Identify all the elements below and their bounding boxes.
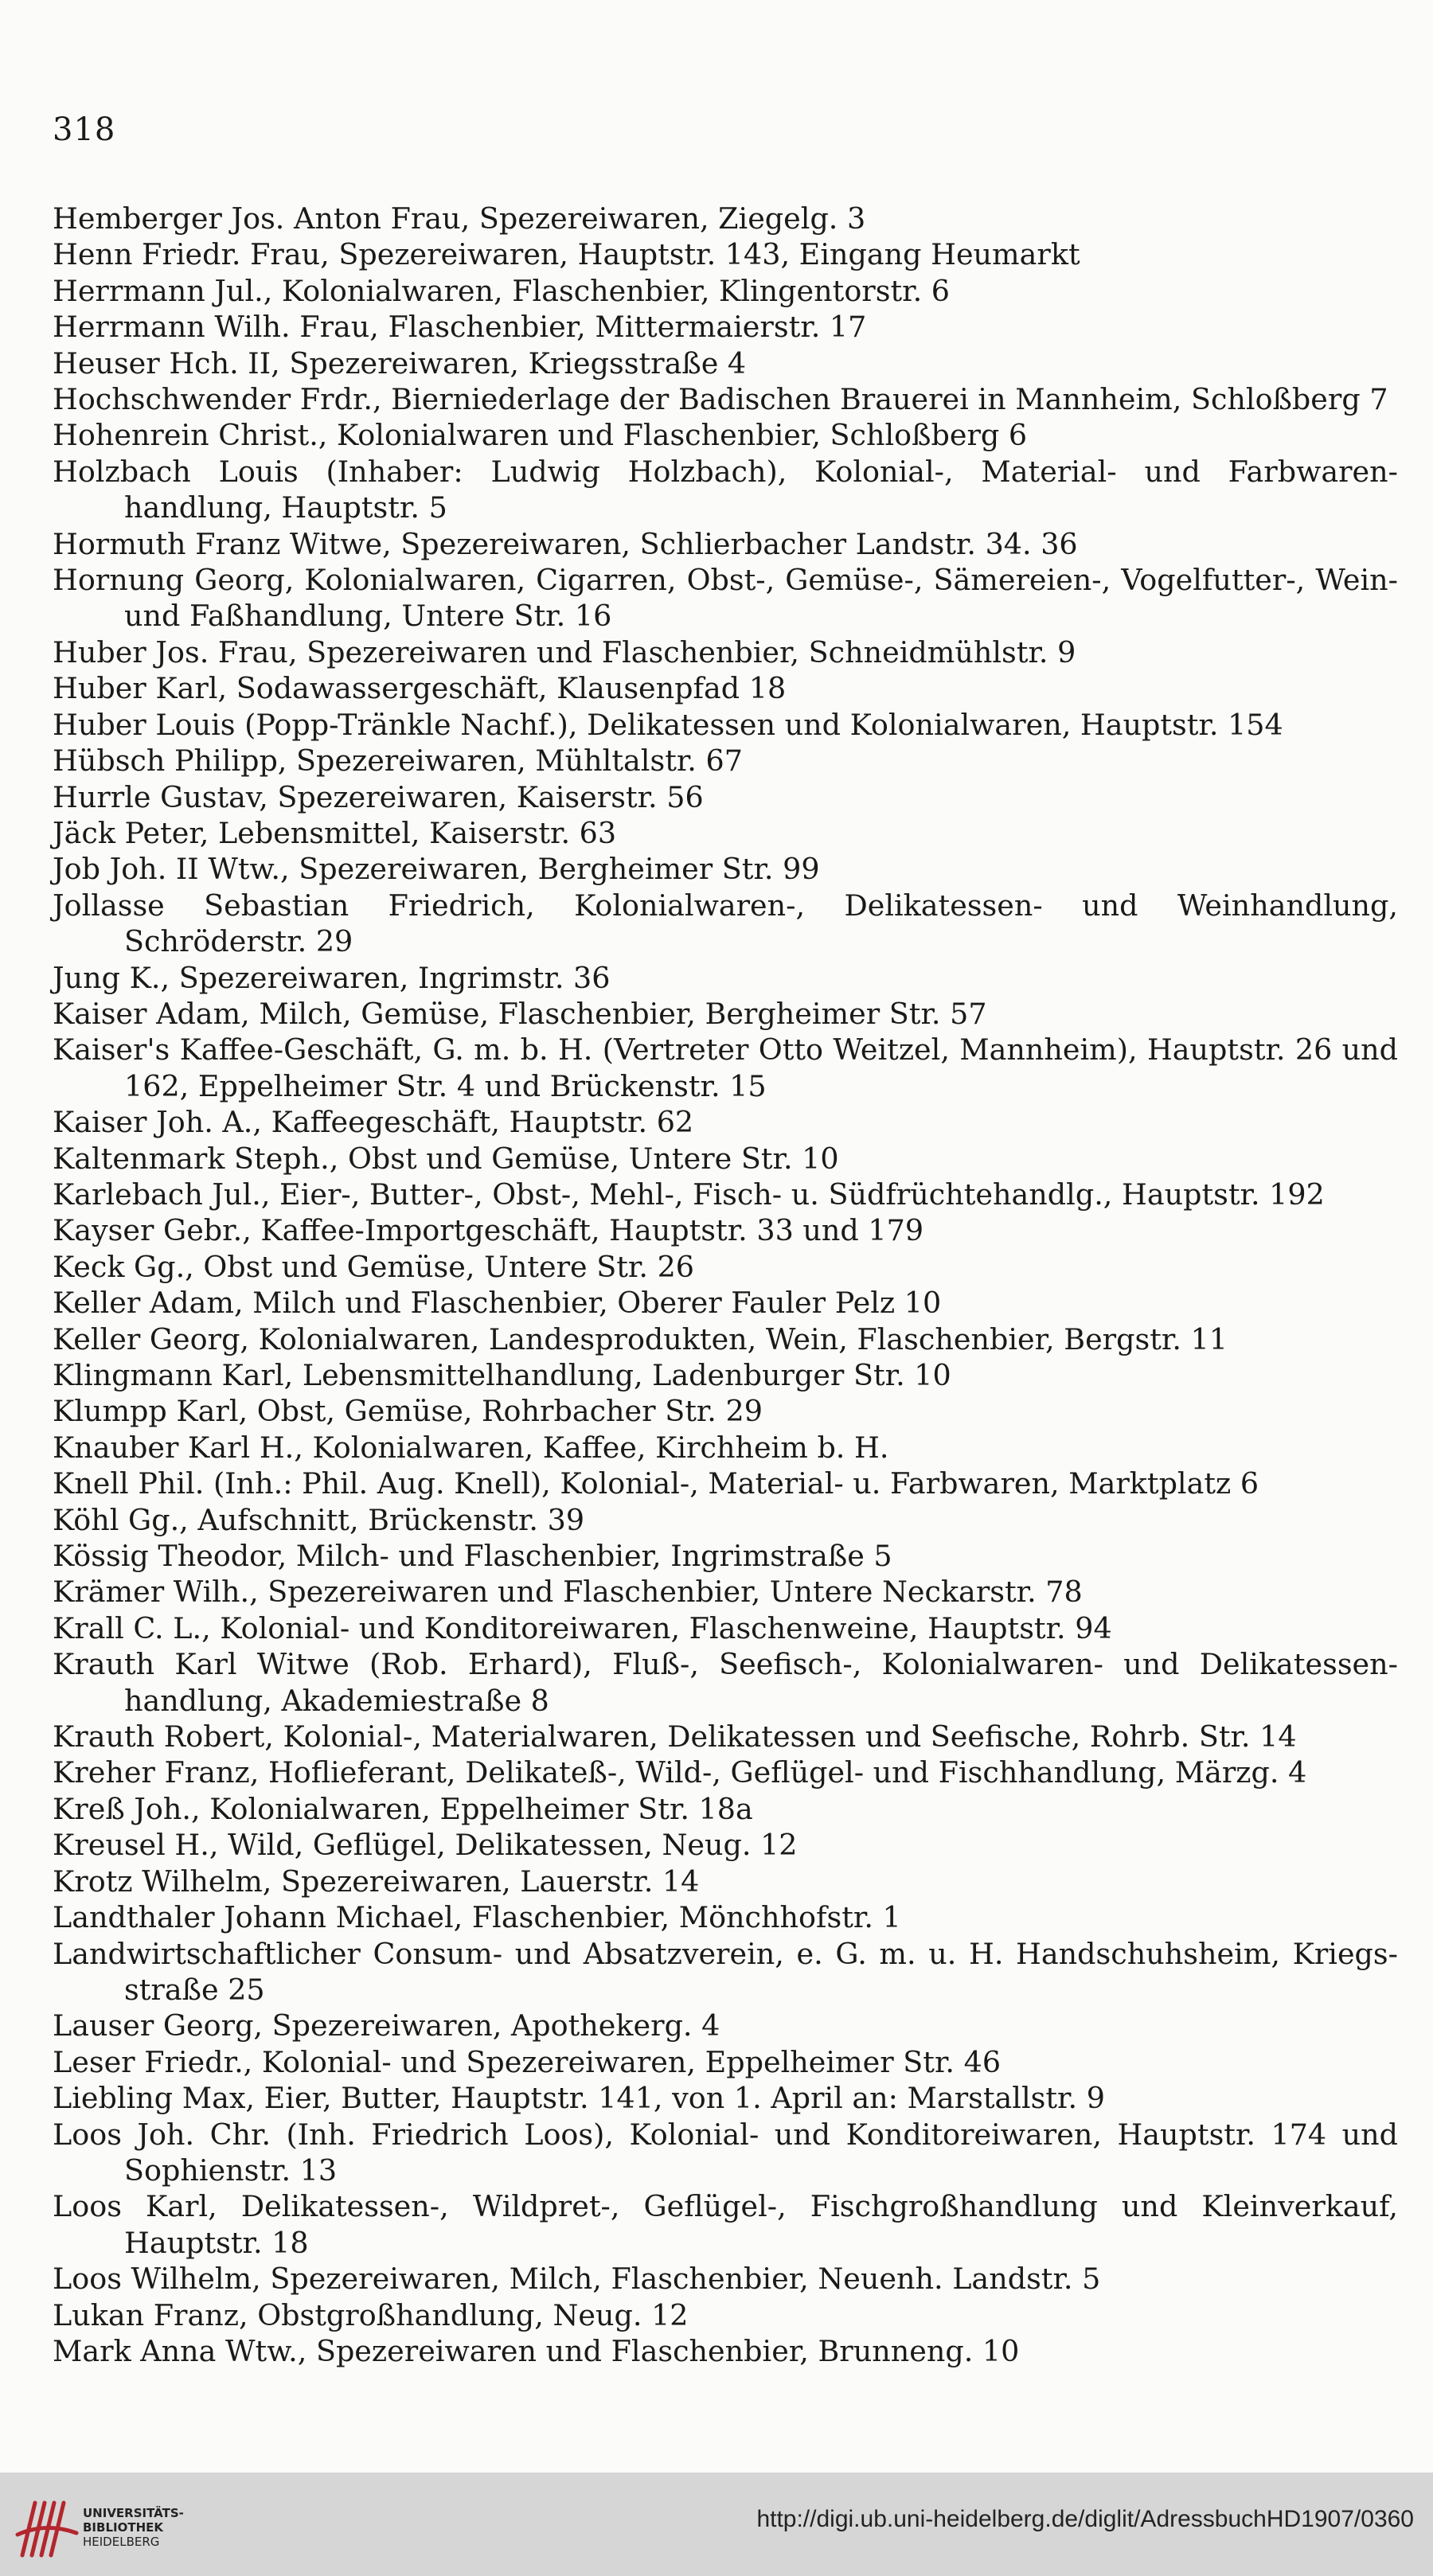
directory-entry: Keller Adam, Milch und Flaschenbier, Oberer Fauler Pelz 10 bbox=[53, 1286, 942, 1321]
library-name-line: BIBLIOTHEK bbox=[83, 2520, 163, 2535]
directory-entry: Landwirtschaftlicher Consum- und Absatzverein, e. G. m. u. H. Handschuhsheim, Kriegs-straße 25 bbox=[53, 1936, 1398, 2007]
directory-entries bbox=[53, 201, 1398, 2369]
directory-entry: Krauth Robert, Kolonial-, Materialwaren, Delikatessen und Seefische, Rohrb. Str. 14 bbox=[53, 1719, 1297, 1754]
directory-entry: Holzbach Louis (Inhaber: Ludwig Holzbach), Kolonial-, Material- und Farbwaren-handlung, Hauptstr. 5 bbox=[53, 454, 1398, 525]
directory-entry: Loos Karl, Delikatessen-, Wildpret-, Geflügel-, Fischgroßhandlung und Kleinverkauf, Hauptstr. 18 bbox=[53, 2189, 1398, 2260]
directory-entry: Krauth Karl Witwe (Rob. Erhard), Fluß-, Seefisch-, Kolonialwaren- und Delikatessen-handlung, Akademiestraße 8 bbox=[53, 1647, 1398, 1718]
directory-entry: Kaiser Adam, Milch, Gemüse, Flaschenbier, Bergheimer Str. 57 bbox=[53, 996, 987, 1031]
directory-entry: Leser Friedr., Kolonial- und Spezereiwaren, Eppelheimer Str. 46 bbox=[53, 2044, 1002, 2079]
directory-entry: Hübsch Philipp, Spezereiwaren, Mühltalstr. 67 bbox=[53, 744, 743, 779]
directory-entry: Kreusel H., Wild, Geflügel, Delikatessen, Neug. 12 bbox=[53, 1828, 798, 1863]
directory-entry: Köhl Gg., Aufschnitt, Brückenstr. 39 bbox=[53, 1502, 585, 1537]
directory-entry: Lauser Georg, Spezereiwaren, Apothekerg. 4 bbox=[53, 2008, 720, 2043]
library-name bbox=[83, 2506, 184, 2549]
directory-entry: Hurrle Gustav, Spezereiwaren, Kaiserstr. 56 bbox=[53, 779, 704, 814]
directory-entry: Klumpp Karl, Obst, Gemüse, Rohrbacher Str. 29 bbox=[53, 1394, 763, 1429]
directory-entry: Kreher Franz, Hoflieferant, Delikateß-, Wild-, Geflügel- und Fischhandlung, Märzg. 4 bbox=[53, 1755, 1307, 1790]
directory-entry: Hohenrein Christ., Kolonialwaren und Flaschenbier, Schloßberg 6 bbox=[53, 418, 1028, 453]
directory-entry: Kreß Joh., Kolonialwaren, Eppelheimer Str. 18a bbox=[53, 1791, 753, 1826]
directory-entry: Lukan Franz, Obstgroßhandlung, Neug. 12 bbox=[53, 2297, 689, 2332]
directory-entry: Knauber Karl H., Kolonialwaren, Kaffee, Kirchheim b. H. bbox=[53, 1430, 889, 1465]
directory-entry: Mark Anna Wtw., Spezereiwaren und Flaschenbier, Brunneng. 10 bbox=[53, 2333, 1020, 2368]
university-library-logo-icon bbox=[14, 2487, 83, 2563]
directory-entry: Huber Louis (Popp-Tränkle Nachf.), Delikatessen und Kolonialwaren, Hauptstr. 154 bbox=[53, 707, 1283, 742]
directory-entry: Herrmann Wilh. Frau, Flaschenbier, Mittermaierstr. 17 bbox=[53, 310, 867, 345]
directory-entry: Jäck Peter, Lebensmittel, Kaiserstr. 63 bbox=[53, 815, 617, 850]
directory-entry: Hormuth Franz Witwe, Spezereiwaren, Schlierbacher Landstr. 34. 36 bbox=[53, 526, 1078, 561]
directory-entry: Krotz Wilhelm, Spezereiwaren, Lauerstr. 14 bbox=[53, 1864, 700, 1899]
directory-entry: Liebling Max, Eier, Butter, Hauptstr. 141, von 1. April an: Marstallstr. 9 bbox=[53, 2081, 1105, 2116]
page-number: 318 bbox=[53, 111, 116, 148]
directory-entry: Jollasse Sebastian Friedrich, Kolonialwaren-, Delikatessen- und Weinhandlung, Schröderstr. 29 bbox=[53, 888, 1398, 959]
directory-entry: Hemberger Jos. Anton Frau, Spezereiwaren, Ziegelg. 3 bbox=[53, 201, 866, 236]
directory-entry: Kayser Gebr., Kaffee-Importgeschäft, Hauptstr. 33 und 179 bbox=[53, 1213, 924, 1248]
directory-entry: Loos Joh. Chr. (Inh. Friedrich Loos), Kolonial- und Konditoreiwaren, Hauptstr. 174 und Sophienstr. 13 bbox=[53, 2117, 1398, 2188]
directory-entry: Landthaler Johann Michael, Flaschenbier, Mönchhofstr. 1 bbox=[53, 1900, 901, 1935]
directory-entry: Herrmann Jul., Kolonialwaren, Flaschenbier, Klingentorstr. 6 bbox=[53, 273, 951, 308]
directory-entry: Kössig Theodor, Milch- und Flaschenbier, Ingrimstraße 5 bbox=[53, 1539, 892, 1574]
library-name-line: UNIVERSITÄTS- bbox=[83, 2506, 184, 2520]
directory-entry: Heuser Hch. II, Spezereiwaren, Kriegsstraße 4 bbox=[53, 345, 747, 381]
library-name-line: HEIDELBERG bbox=[83, 2535, 160, 2549]
directory-entry: Job Joh. II Wtw., Spezereiwaren, Bergheimer Str. 99 bbox=[53, 852, 820, 887]
directory-entry: Keck Gg., Obst und Gemüse, Untere Str. 26 bbox=[53, 1249, 695, 1284]
directory-entry: Krämer Wilh., Spezereiwaren und Flaschenbier, Untere Neckarstr. 78 bbox=[53, 1575, 1083, 1610]
directory-entry: Jung K., Spezereiwaren, Ingrimstr. 36 bbox=[53, 960, 611, 995]
directory-entry: Kaiser's Kaffee-Geschäft, G. m. b. H. (Vertreter Otto Weitzel, Mannheim), Hauptstr. 26 und 162, Eppelheimer Str. 4 und Brückenstr. 15 bbox=[53, 1032, 1398, 1103]
directory-entry: Henn Friedr. Frau, Spezereiwaren, Hauptstr. 143, Eingang Heumarkt bbox=[53, 237, 1080, 272]
directory-entry: Klingmann Karl, Lebensmittelhandlung, Ladenburger Str. 10 bbox=[53, 1358, 951, 1392]
directory-entry: Loos Wilhelm, Spezereiwaren, Milch, Flaschenbier, Neuenh. Landstr. 5 bbox=[53, 2262, 1101, 2297]
source-url-link[interactable]: http://digi.ub.uni-heidelberg.de/diglit/AdressbuchHD1907/0360 bbox=[756, 2506, 1414, 2532]
directory-entry: Huber Jos. Frau, Spezereiwaren und Flaschenbier, Schneidmühlstr. 9 bbox=[53, 634, 1076, 669]
directory-entry: Hornung Georg, Kolonialwaren, Cigarren, Obst-, Gemüse-, Sämereien-, Vogelfutter-, Wein- und Faßhandlung, Untere Str. 16 bbox=[53, 563, 1398, 634]
directory-entry: Krall C. L., Kolonial- und Konditoreiwaren, Flaschenweine, Hauptstr. 94 bbox=[53, 1610, 1112, 1645]
directory-entry: Hochschwender Frdr., Bierniederlage der Badischen Brauerei in Mannheim, Schloßberg 7 bbox=[53, 382, 1388, 417]
directory-entry: Huber Karl, Sodawassergeschäft, Klausenpfad 18 bbox=[53, 671, 787, 706]
directory-entry: Kaiser Joh. A., Kaffeegeschäft, Hauptstr. 62 bbox=[53, 1105, 694, 1140]
directory-entry: Knell Phil. (Inh.: Phil. Aug. Knell), Kolonial-, Material- u. Farbwaren, Marktplatz 6 bbox=[53, 1466, 1259, 1501]
directory-entry: Keller Georg, Kolonialwaren, Landesprodukten, Wein, Flaschenbier, Bergstr. 11 bbox=[53, 1321, 1228, 1356]
directory-entry: Karlebach Jul., Eier-, Butter-, Obst-, Mehl-, Fisch- u. Südfrüchtehandlg., Hauptstr. 192 bbox=[53, 1177, 1325, 1212]
directory-entry: Kaltenmark Steph., Obst und Gemüse, Untere Str. 10 bbox=[53, 1141, 839, 1176]
digitization-footer bbox=[0, 2473, 1433, 2576]
